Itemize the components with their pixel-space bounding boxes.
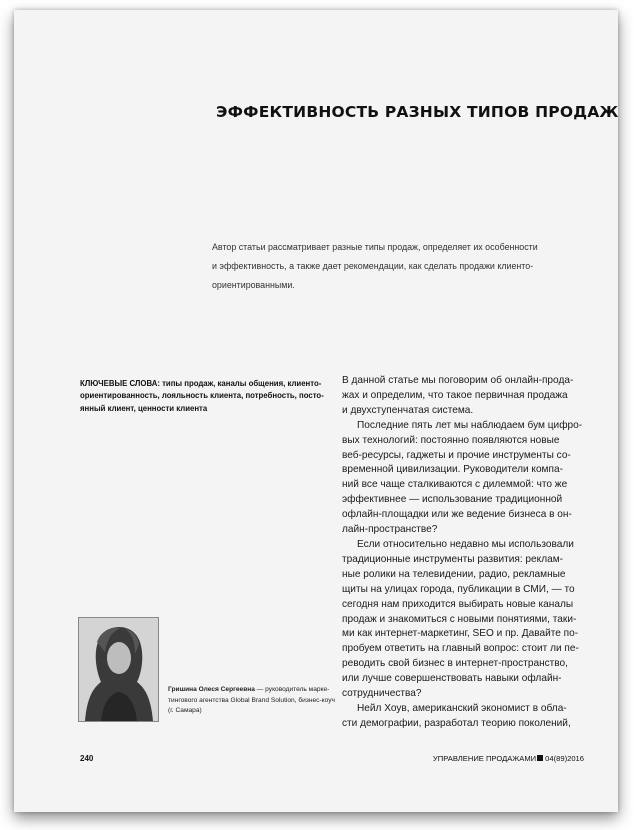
keywords-line: ориентированность, лояльность клиента, потребность, посто-	[80, 391, 324, 401]
body-line: эффективнее — использование традиционной	[342, 494, 563, 506]
keywords-line: янный клиент, ценности клиента	[80, 403, 208, 413]
article-body	[342, 374, 604, 732]
author-line: тингового агентства Global Brand Solution, бизнес-коуч	[168, 696, 335, 704]
body-line: офлайн-площадки или же ведение бизнеса в он-	[342, 509, 572, 521]
body-line: и двухступенчатая система.	[342, 404, 474, 416]
body-line: жах и определим, что такое первичная продажа	[342, 389, 568, 401]
author-line: (г. Самара)	[168, 707, 202, 714]
body-line: веб-ресурсы, гаджеты и прочие инструменты со-	[342, 449, 571, 461]
body-line: сотрудничества?	[342, 688, 422, 700]
body-line: пробуем ответить на главный вопрос: стоит ли пе-	[342, 643, 579, 655]
body-line: ний все чаще сталкиваются с дилеммой: что же	[342, 479, 568, 491]
author-info	[168, 685, 338, 717]
body-line: Нейл Хоув, американский экономист в обла-	[357, 702, 567, 714]
article-title: ЭФФЕКТИВНОСТЬ РАЗНЫХ ТИПОВ ПРОДАЖ	[216, 103, 619, 121]
article-abstract	[212, 238, 604, 295]
body-line: традиционные инструменты развития: реклам-	[342, 553, 563, 565]
body-line: ми как интернет-маркетинг, SEO и пр. Давайте по-	[342, 628, 579, 640]
body-line: вых технологий: постоянно появляются новые	[342, 434, 560, 446]
page-number: 240	[80, 754, 94, 763]
author-photo	[78, 617, 159, 722]
body-line: продаж и знакомиться с новыми понятиями, таки-	[342, 613, 577, 625]
body-line: Последние пять лет мы наблюдаем бум цифро-	[357, 419, 583, 431]
journal-page	[14, 10, 618, 812]
running-footer	[433, 754, 584, 763]
body-line: В данной статье мы поговорим об онлайн-прода-	[342, 375, 574, 386]
body-line: ные ролики на телевидении, радио, рекламные	[342, 568, 566, 580]
square-separator-icon	[537, 755, 543, 761]
journal-name: УПРАВЛЕНИЕ ПРОДАЖАМИ	[432, 754, 537, 763]
body-line: сегодня нам приходится выбирать новые каналы	[342, 598, 574, 610]
keywords-line: КЛЮЧЕВЫЕ СЛОВА: типы продаж, каналы общения, клиенто-	[80, 379, 322, 388]
body-line: реводить свой бизнес в интернет-пространство,	[342, 658, 568, 670]
body-line: щиты на улицах города, публикации в СМИ, — то	[342, 583, 575, 595]
issue-number: 04(89)2016	[545, 754, 584, 763]
body-line: или лучше совершенствовать навыки офлайн-	[342, 673, 562, 685]
body-line: Если относительно недавно мы использовали	[357, 538, 574, 550]
body-line: сти демографии, разработал теорию поколений,	[342, 717, 571, 729]
keywords-block	[80, 378, 330, 415]
body-line: лайн-пространстве?	[342, 524, 438, 536]
author-role: — руководитель марке-	[254, 686, 330, 693]
abstract-line: Автор статьи рассматривает разные типы продаж, определяет их особенности	[212, 242, 538, 252]
body-line: временной цивилизации. Руководители компа-	[342, 464, 563, 476]
abstract-line: и эффективность, а также дает рекомендации, как сделать продажи клиенто-	[212, 261, 534, 271]
author-line	[168, 685, 338, 696]
author-name: Гришина Олеся Сергеевна	[168, 686, 255, 693]
abstract-line: ориентированными.	[212, 280, 295, 290]
